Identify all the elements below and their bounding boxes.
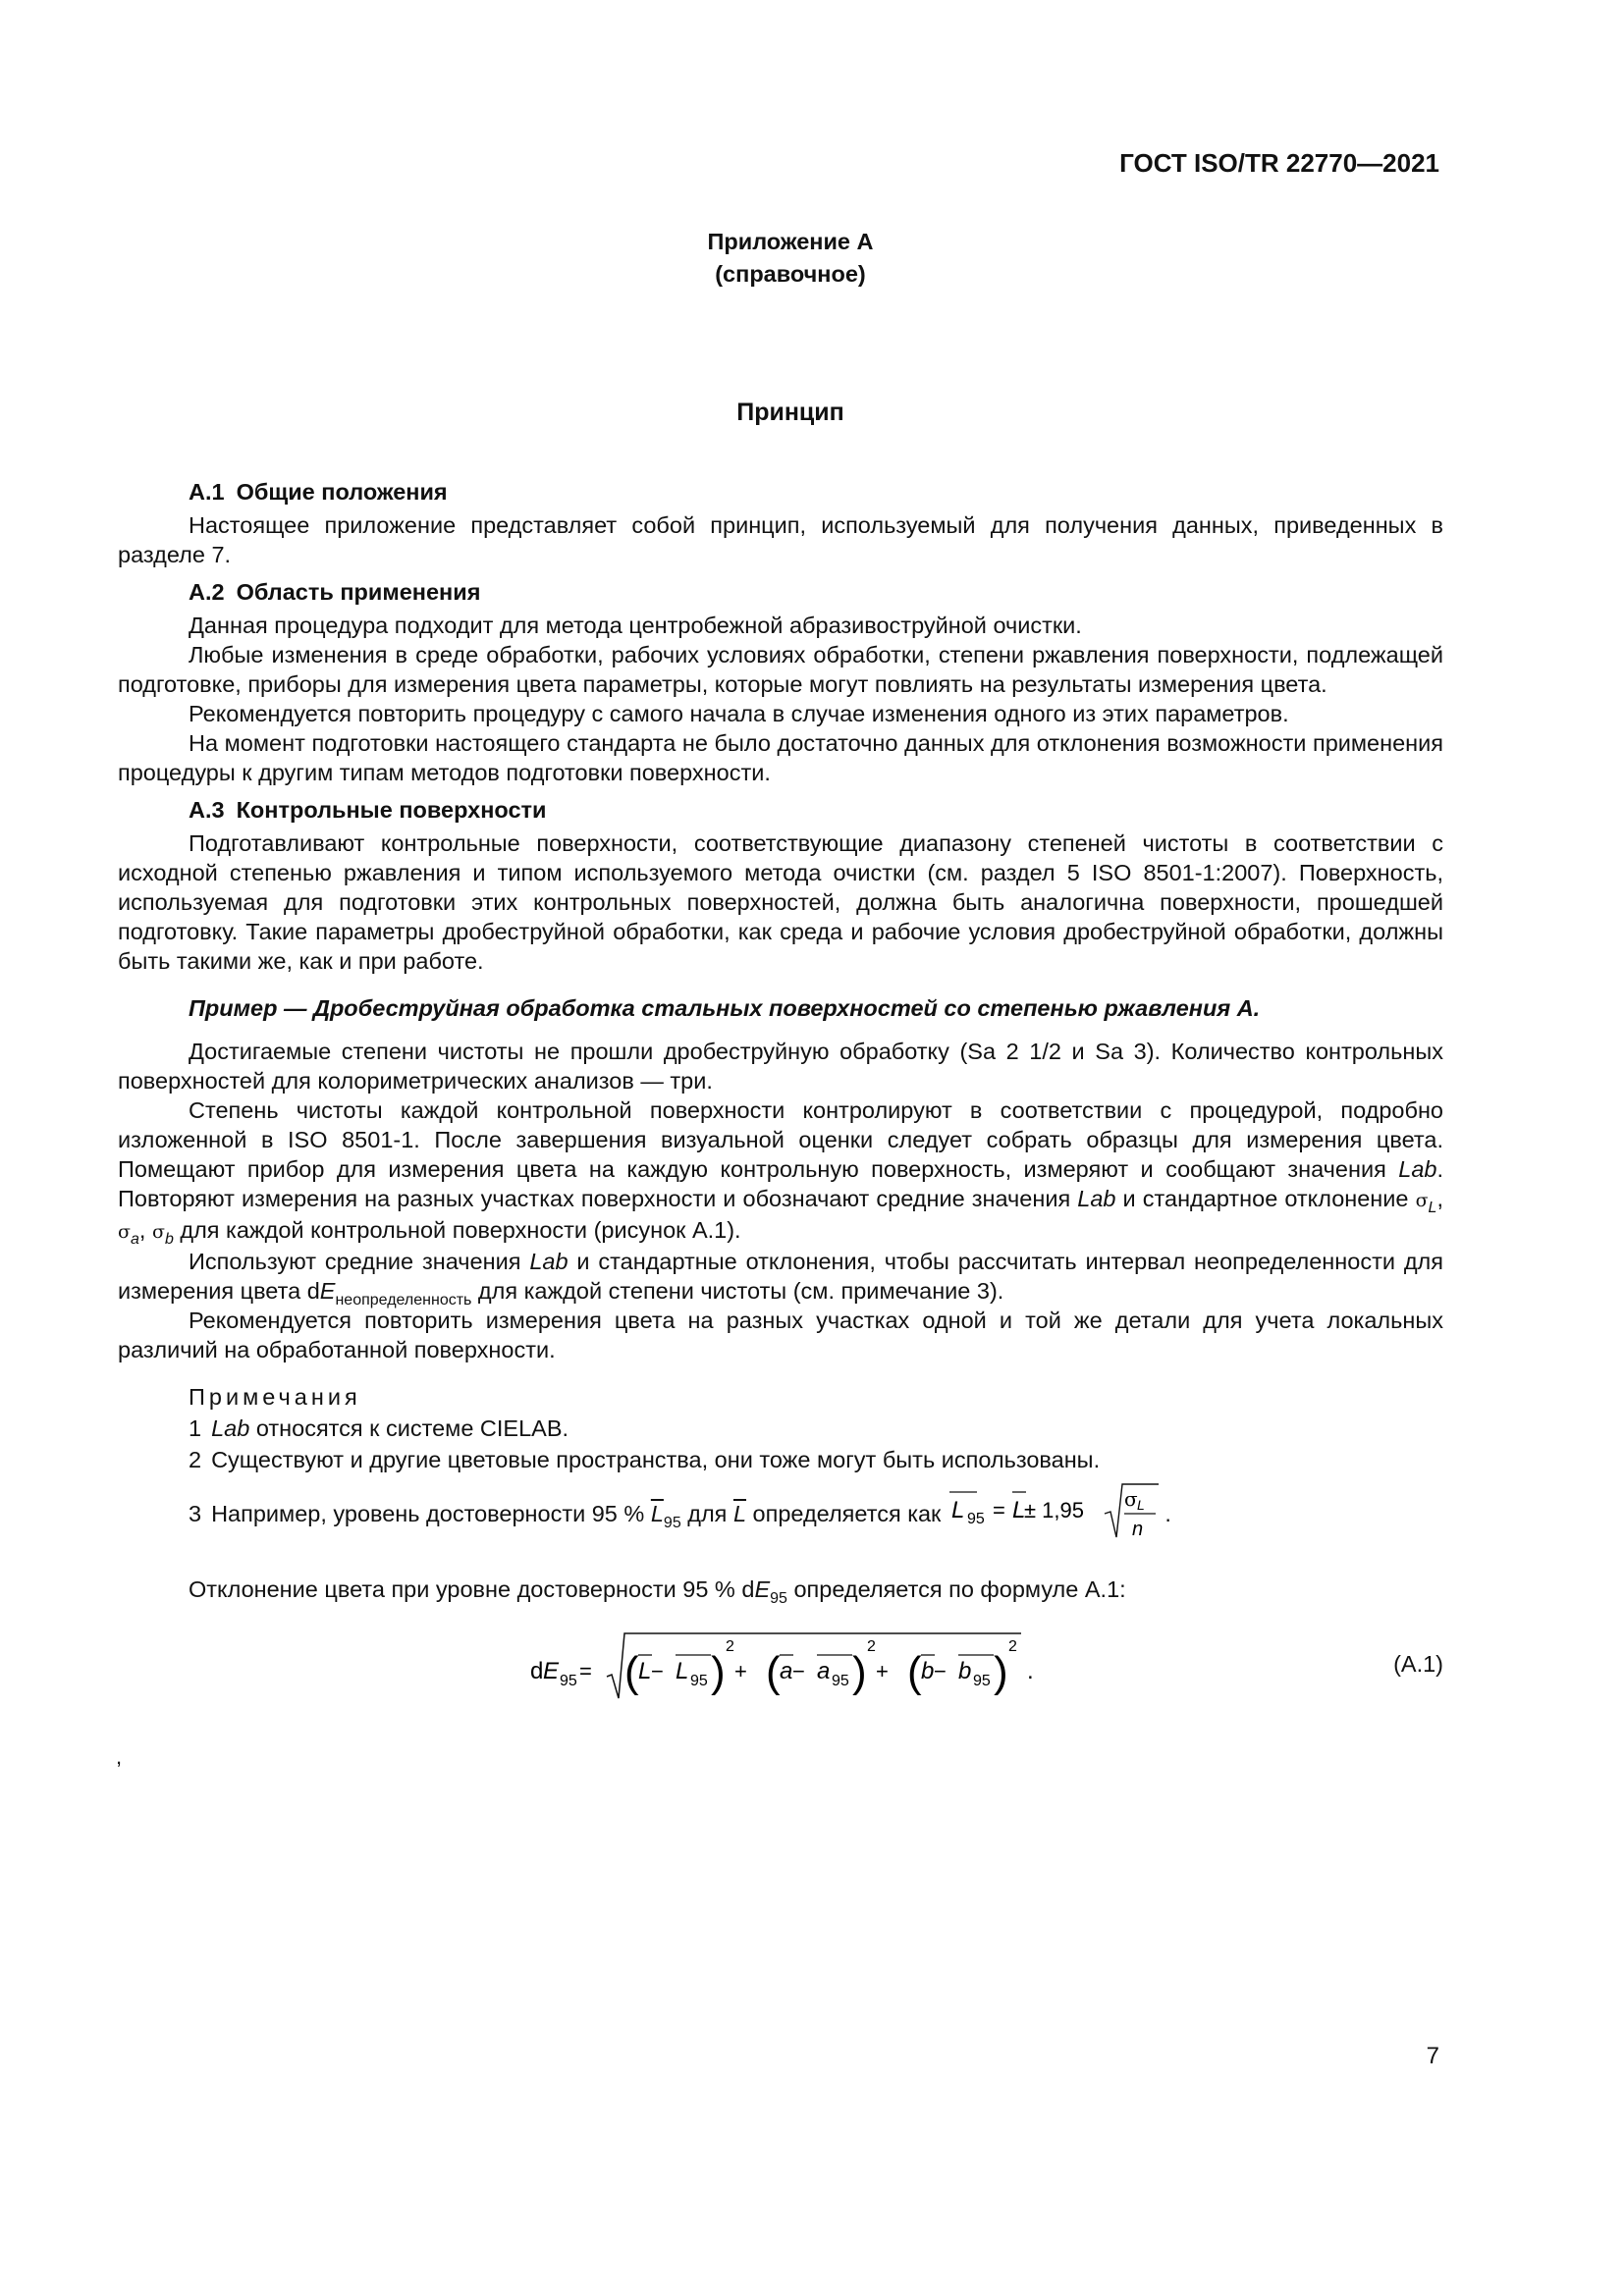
- example-paragraph: Рекомендуется повторить измерения цвета на разных участках одной и той же детали для учета локальных различий на обработанной поверхности.: [118, 1308, 1443, 1362]
- example-paragraph: Степень чистоты каждой контрольной поверхности контролируют в соответствии с процедурой, подробно изложенной в ISO 8501-1. После завершения визуальной оценки следует собрать образцы для измерения цвета. Помещают прибор для измерения цвета на каждую контрольную поверхность, измеряют и сообщают значения Lab. Повторяют измерения на разных участках поверхности и обозначают средние значения Lab и стандартное отклонение $\sigma_L$, $\sigma_a$, $\sigma_b$ для каждой контрольной поверхности (рисунок А.1).: [118, 1097, 1443, 1248]
- svg-text:): ): [994, 1648, 1008, 1696]
- svg-text:−: −: [651, 1659, 664, 1683]
- svg-text:+: +: [876, 1659, 889, 1683]
- svg-text:95: 95: [973, 1673, 991, 1689]
- svg-text:(: (: [766, 1648, 781, 1696]
- example-title: Пример — Дробеструйная обработка стальных поверхностей со степенью ржавления А.: [189, 995, 1261, 1021]
- formula-L-mean: L: [1011, 1497, 1026, 1523]
- svg-text:b: b: [958, 1658, 972, 1684]
- section-a2-paragraph: Любые изменения в среде обработки, рабочих условиях обработки, степени ржавления поверхности, подлежащей подготовке, приборы для измерения цвета параметры, которые могут повлиять на результаты измерения цвета.: [118, 642, 1443, 697]
- section-a2-paragraph: На момент подготовки настоящего стандарта не было достаточно данных для отклонения возможности применения процедуры к другим типам методов подготовки поверхности.: [118, 730, 1443, 785]
- example-paragraph: Используют средние значения Lab и стандартные отклонения, чтобы рассчитать интервал неопределенности для измерения цвета $dE_{неопределенность}$ для каждой степени чистоты (см. примечание 3).: [118, 1249, 1443, 1308]
- svg-text:L: L: [676, 1658, 689, 1684]
- svg-text:a: a: [780, 1658, 793, 1684]
- svg-text:(: (: [907, 1648, 922, 1696]
- appendix-type: (справочное): [715, 261, 866, 287]
- formula-number: (А.1): [1393, 1651, 1443, 1677]
- svg-text:(: (: [624, 1648, 639, 1696]
- svg-text:2: 2: [726, 1638, 734, 1655]
- svg-text:2: 2: [867, 1638, 876, 1655]
- section-a1-text: Настоящее приложение представляет собой принцип, используемый для получения данных, приведенных в разделе 7.: [118, 512, 1443, 567]
- section-a2-paragraph: Рекомендуется повторить процедуру с самого начала в случае изменения одного из этих параметров.: [189, 701, 1289, 726]
- formula-equals: =: [992, 1498, 1005, 1522]
- formula-sigma: σ: [1123, 1487, 1138, 1511]
- fa1-d: d: [530, 1658, 544, 1684]
- section-a1-title: А.1 Общие положения: [189, 479, 448, 505]
- document-body: [118, 477, 1443, 1708]
- section-a3-title: А.3 Контрольные поверхности: [189, 797, 547, 823]
- document-id-header: ГОСТ ISO/TR 22770—2021: [1119, 148, 1439, 178]
- formula-a1: [530, 1629, 1041, 1708]
- formula-plus-minus: ± 1,95: [1023, 1498, 1084, 1522]
- svg-text:b: b: [921, 1658, 935, 1684]
- note-1: 1 Lab относятся к системе CIELAB.: [189, 1415, 569, 1441]
- note-3: 3 Например, уровень достоверности 95 % $\overline{L}_{95}$ для $\overline{L}$ определяется как L 95 = L ± 1,95 σ L n .: [118, 1480, 1443, 1543]
- note-2: 2 Существуют и другие цветовые пространства, они тоже могут быть использованы.: [189, 1447, 1101, 1472]
- section-a2-title: А.2 Область применения: [189, 579, 481, 605]
- formula-L-bar: L: [950, 1497, 965, 1523]
- page-number: 7: [1426, 2043, 1439, 2069]
- formula-95-subscript: 95: [966, 1511, 985, 1527]
- svg-text:a: a: [817, 1658, 831, 1684]
- svg-text:L: L: [638, 1658, 652, 1684]
- formula-a1-row: [118, 1629, 1443, 1708]
- fa1-95: 95: [560, 1673, 577, 1689]
- fa1-equals: =: [579, 1659, 592, 1683]
- formula-n: n: [1131, 1519, 1143, 1540]
- fa1-E: E: [543, 1658, 560, 1684]
- svg-text:−: −: [792, 1659, 805, 1683]
- notes-title: Примечания: [189, 1384, 361, 1410]
- svg-text:2: 2: [1008, 1638, 1017, 1655]
- svg-text:): ): [711, 1648, 726, 1696]
- svg-text:): ): [852, 1648, 867, 1696]
- appendix-title: Приложение А: [707, 229, 874, 254]
- svg-text:−: −: [934, 1659, 947, 1683]
- svg-text:+: +: [734, 1659, 747, 1683]
- section-a2-paragraph: Данная процедура подходит для метода центробежной абразивоструйной очистки.: [189, 613, 1082, 638]
- section-a3-paragraph: Подготавливают контрольные поверхности, соответствующие диапазону степеней чистоты в соответствии с исходной степенью ржавления и типом используемого метода очистки (см. раздел 5 ISO 8501-1:2007). Поверхность, используемая для подготовки этих контрольных поверхностей, должна быть аналогична поверхности, прошедшей подготовку. Такие параметры дробеструйной обработки, как среда и рабочие условия дробеструйной обработки, должны быть такими же, как и при работе.: [118, 830, 1443, 974]
- example-paragraph: Достигаемые степени чистоты не прошли дробеструйную обработку (Sa 2 1/2 и Sa 3). Количество контрольных поверхностей для колориметрических анализов — три.: [118, 1039, 1443, 1094]
- deviation-text: Отклонение цвета при уровне достоверности 95 % $dE_{95}$ определяется по формуле А.1:: [189, 1576, 1126, 1607]
- svg-text:95: 95: [690, 1673, 708, 1689]
- confidence-formula: [947, 1480, 1159, 1543]
- formula-sigma-L: L: [1136, 1497, 1145, 1513]
- svg-text:95: 95: [832, 1673, 849, 1689]
- stray-comma: ,: [116, 1744, 123, 1769]
- appendix-heading: [0, 226, 1581, 291]
- fa1-period: .: [1027, 1658, 1034, 1684]
- main-title: Принцип: [736, 399, 844, 426]
